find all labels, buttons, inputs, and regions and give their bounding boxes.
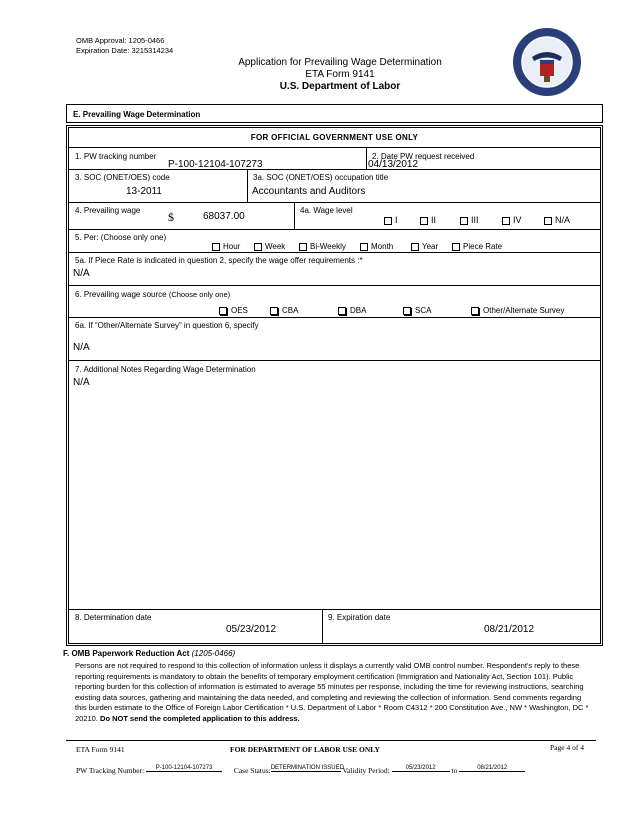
checkbox-icon bbox=[338, 307, 346, 315]
pw-tracking-number: P-100-12104-107273 bbox=[168, 159, 263, 170]
footer-validity-to: 08/21/2012 bbox=[459, 765, 525, 772]
checkbox-icon bbox=[212, 243, 220, 251]
prevailing-wage: 68037.00 bbox=[203, 211, 245, 222]
checkbox-icon bbox=[502, 217, 510, 225]
per-biweekly[interactable]: Bi-Weekly bbox=[299, 242, 346, 251]
date-received: 04/13/2012 bbox=[368, 159, 419, 170]
form-title: Application for Prevailing Wage Determination bbox=[238, 57, 442, 68]
footer-status-line: PW Tracking Number: P-100-12104-107273 Case Status:DETERMINATION ISSUED Validity Period: 05/23/2012 to 08/21/2012 bbox=[76, 766, 525, 776]
checkbox-icon bbox=[219, 307, 227, 315]
q9-label: 9. Expiration date bbox=[328, 613, 391, 622]
per-year[interactable]: Year bbox=[411, 242, 438, 251]
checkbox-icon bbox=[420, 217, 428, 225]
soc-code: 13-2011 bbox=[126, 186, 162, 197]
form-number: ETA Form 9141 bbox=[305, 69, 375, 80]
checkbox-icon bbox=[452, 243, 460, 251]
per-month[interactable]: Month bbox=[360, 242, 393, 251]
source-other[interactable]: Other/Alternate Survey bbox=[471, 306, 564, 315]
checkbox-icon bbox=[471, 307, 479, 315]
expiration-date-value: 08/21/2012 bbox=[484, 624, 535, 635]
additional-notes: N/A bbox=[73, 377, 90, 388]
section-f-heading: F. OMB Paperwork Reduction Act (1205-0466) bbox=[63, 649, 236, 658]
footer-form-name: ETA Form 9141 bbox=[76, 745, 125, 754]
q8-label: 8. Determination date bbox=[75, 613, 152, 622]
omb-approval: OMB Approval: 1205-0466 bbox=[76, 36, 165, 45]
checkbox-icon bbox=[360, 243, 368, 251]
checkbox-icon bbox=[270, 307, 278, 315]
checkbox-icon bbox=[544, 217, 552, 225]
source-oes[interactable]: OES bbox=[219, 306, 248, 315]
per-piece-rate[interactable]: Piece Rate bbox=[452, 242, 502, 251]
checkbox-icon bbox=[411, 243, 419, 251]
q4a-label: 4a. Wage level bbox=[300, 206, 353, 215]
wage-level-i[interactable]: I bbox=[384, 215, 398, 225]
q1-label: 1. PW tracking number bbox=[75, 152, 157, 161]
wage-level-iii[interactable]: III bbox=[460, 215, 479, 225]
q6a-label: 6a. If “Other/Alternate Survey” in question 6, specify bbox=[75, 321, 259, 330]
q3a-label: 3a. SOC (ONET/OES) occupation title bbox=[253, 173, 389, 182]
footer-tracking-number: P-100-12104-107273 bbox=[146, 765, 222, 772]
q4-label: 4. Prevailing wage bbox=[75, 206, 141, 215]
q6-label: 6. Prevailing wage source (Choose only one) bbox=[75, 290, 231, 299]
checkbox-icon bbox=[299, 243, 307, 251]
q5-label: 5. Per: (Choose only one) bbox=[75, 233, 167, 242]
checkbox-icon bbox=[403, 307, 411, 315]
wage-level-na[interactable]: N/A bbox=[544, 215, 570, 225]
section-e-heading: E. Prevailing Wage Determination bbox=[73, 110, 201, 119]
determination-date: 05/23/2012 bbox=[226, 624, 277, 635]
occupation-title: Accountants and Auditors bbox=[252, 186, 366, 197]
per-hour[interactable]: Hour bbox=[212, 242, 240, 251]
piece-rate-requirements: N/A bbox=[73, 268, 90, 279]
checkbox-icon bbox=[460, 217, 468, 225]
q5a-label: 5a. If Piece Rate is indicated in question 2, specify the wage offer requirements :* bbox=[75, 256, 363, 265]
wage-level-iv[interactable]: IV bbox=[502, 215, 522, 225]
dol-use-label: FOR DEPARTMENT OF LABOR USE ONLY bbox=[230, 745, 380, 754]
checkbox-icon bbox=[254, 243, 262, 251]
source-sca[interactable]: SCA bbox=[403, 306, 431, 315]
department-of-labor-seal-icon bbox=[512, 27, 582, 97]
footer-validity-from: 05/23/2012 bbox=[392, 765, 450, 772]
q7-label: 7. Additional Notes Regarding Wage Determination bbox=[75, 365, 256, 374]
per-week[interactable]: Week bbox=[254, 242, 285, 251]
expiration-date: Expiration Date: 3215314234 bbox=[76, 46, 174, 55]
source-dba[interactable]: DBA bbox=[338, 306, 366, 315]
paperwork-reduction-text: Persons are not required to respond to this collection of information unless it displays a currently valid OMB control number. Respondent’s reply to these reporting requirements is mandatory to obtain the benefits of temporary employment certification (Immigration and Nationality Act, Section 101). Public reporting burden for this collection of information is estimated to average 55 minutes per response, including the time for reviewing instructions, searching existing data sources, gathering and maintaining the data needed, and completing and reviewing the collection of information. Send comments regarding this burden estimate to the Office of Foreign Labor Certification * U.S. Department of Labor * Room C4312 * 200 Constitution Ave., NW * Washington, DC * 20210. Do NOT send the completed application to this address. bbox=[75, 661, 589, 723]
q2-label: 2. Date PW request received bbox=[372, 152, 475, 161]
wage-level-ii[interactable]: II bbox=[420, 215, 436, 225]
other-survey-specify: N/A bbox=[73, 342, 90, 353]
checkbox-icon bbox=[384, 217, 392, 225]
page-number: Page 4 of 4 bbox=[550, 743, 584, 752]
footer-case-status: DETERMINATION ISSUED bbox=[270, 765, 344, 771]
agency-name: U.S. Department of Labor bbox=[279, 81, 401, 92]
currency-symbol: $ bbox=[168, 210, 174, 224]
official-use-banner: FOR OFFICIAL GOVERNMENT USE ONLY bbox=[250, 133, 419, 142]
q3-label: 3. SOC (ONET/OES) code bbox=[75, 173, 170, 182]
source-cba[interactable]: CBA bbox=[270, 306, 298, 315]
